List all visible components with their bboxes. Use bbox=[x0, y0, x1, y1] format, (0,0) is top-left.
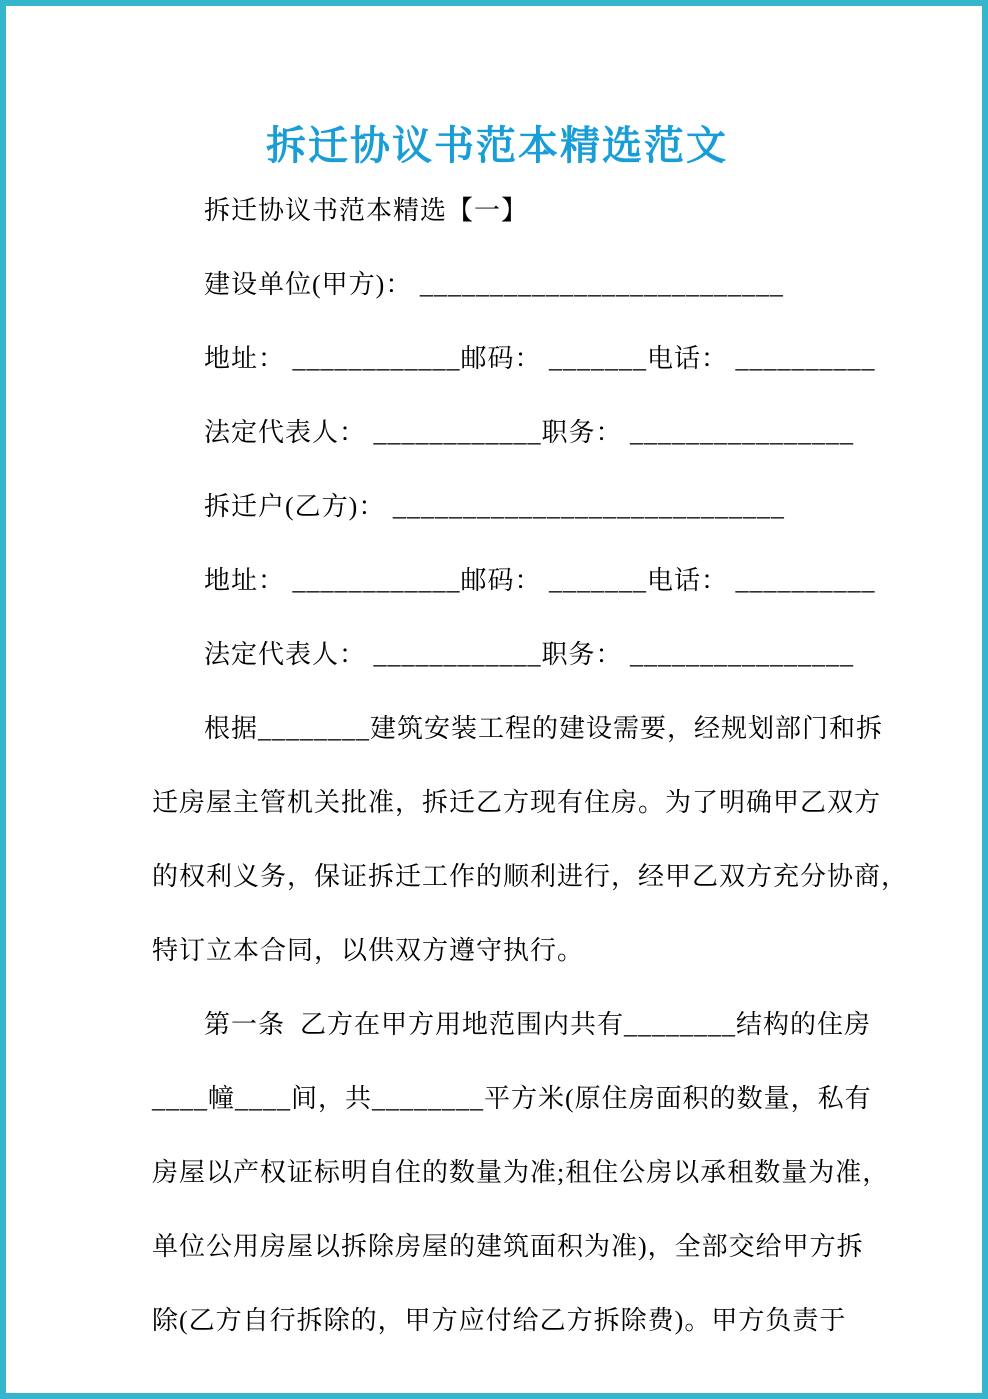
text-line: ____幢____间，共________平方米(原住房面积的数量，私有 bbox=[152, 1084, 872, 1113]
text-line: 第一条 乙方在甲方用地范围内共有________结构的住房 bbox=[204, 1010, 872, 1039]
paragraph bbox=[152, 618, 855, 692]
text-line: 房屋以产权证标明自住的数量为准;租住公房以承租数量为准， bbox=[152, 1158, 890, 1187]
paragraph bbox=[152, 248, 842, 322]
text-line: 拆迁协议书范本精选【一】 bbox=[204, 196, 529, 225]
paragraph bbox=[152, 544, 876, 618]
text-line: 的权利义务，保证拆迁工作的顺利进行，经甲乙双方充分协商， bbox=[152, 862, 909, 891]
paragraph bbox=[152, 322, 876, 396]
text-line: 地址： ____________邮码： _______电话： __________ bbox=[204, 344, 876, 373]
text-line: 法定代表人： ____________职务： ________________ bbox=[204, 640, 855, 669]
text-line: 根据________建筑安装工程的建设需要，经规划部门和拆 bbox=[204, 714, 884, 743]
document-title: 拆迁协议书范本精选范文 bbox=[266, 123, 728, 168]
text-line: 地址： ____________邮码： _______电话： __________ bbox=[204, 566, 876, 595]
text-line: 迁房屋主管机关批准，拆迁乙方现有住房。为了明确甲乙双方 bbox=[152, 788, 882, 817]
paragraph bbox=[152, 692, 909, 988]
text-line: 特订立本合同，以供双方遵守执行。 bbox=[152, 936, 585, 965]
paragraph bbox=[152, 470, 842, 544]
text-line: 除(乙方自行拆除的，甲方应付给乙方拆除费)。甲方负责于 bbox=[152, 1306, 847, 1335]
text-line: 法定代表人： ____________职务： ________________ bbox=[204, 418, 855, 447]
paragraph bbox=[152, 174, 842, 248]
paragraph bbox=[152, 396, 855, 470]
text-line: 单位公用房屋以拆除房屋的建筑面积为准)，全部交给甲方拆 bbox=[152, 1232, 864, 1261]
text-line: 建设单位(甲方)： __________________________ bbox=[204, 270, 784, 299]
text-line: 拆迁户(乙方)： ____________________________ bbox=[204, 492, 785, 521]
paragraph bbox=[152, 988, 890, 1358]
document-body bbox=[152, 174, 909, 1358]
